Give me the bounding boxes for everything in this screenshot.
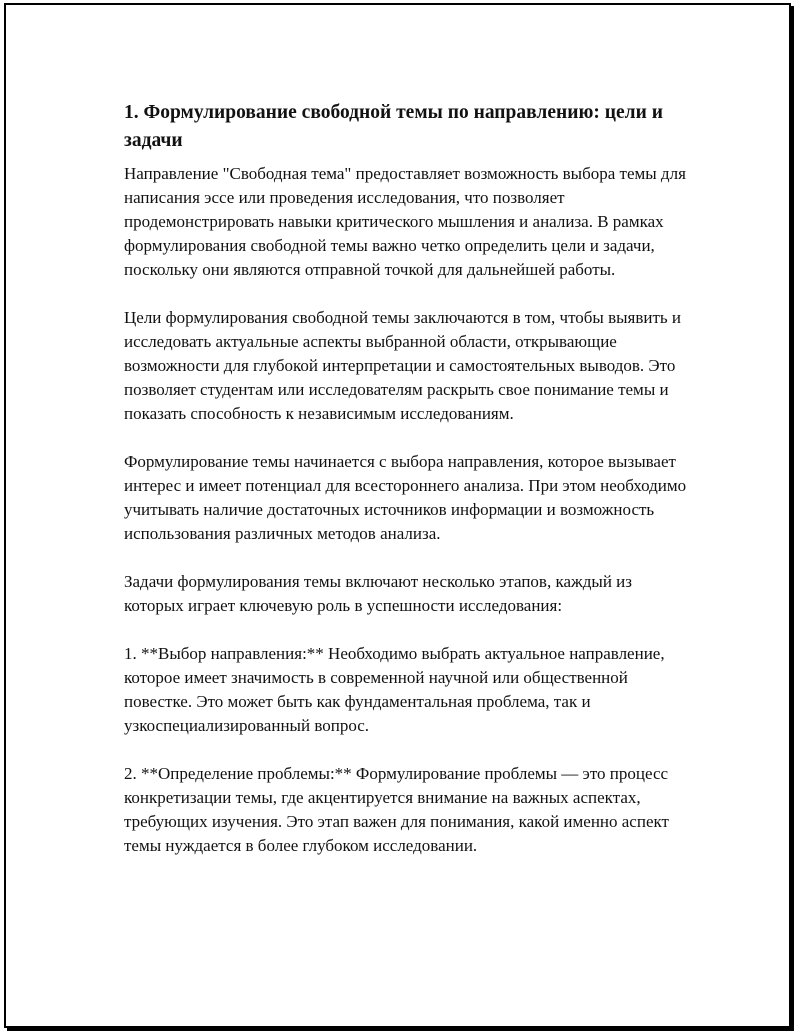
paragraph-intro: Направление "Свободная тема" предоставляет возможность выбора темы для написания эссе или проведения исследования, что позволяет продемонстрировать навыки критического мышления и анализа. В рамках формулирования свободной темы важно четко определить цели и задачи, поскольку они являются отправной точкой для дальнейшей работы. (124, 164, 686, 279)
document-page (4, 3, 791, 1028)
list-item-problem: 2. **Определение проблемы:** Формулирование проблемы — это процесс конкретизации темы, где акцентируется внимание на важных аспектах, требующих изучения. Это этап важен для понимания, какой именно аспект темы нуждается в более глубоком исследовании. (124, 764, 669, 855)
document-body (124, 99, 694, 882)
paragraph-tasks-intro: Задачи формулирования темы включают несколько этапов, каждый из которых играет ключевую роль в успешности исследования: (124, 572, 632, 615)
paragraph-topic-start: Формулирование темы начинается с выбора направления, которое вызывает интерес и имеет потенциал для всестороннего анализа. При этом необходимо учитывать наличие достаточных источников информации и возможность использования различных методов анализа. (124, 452, 687, 543)
list-item-direction: 1. **Выбор направления:** Необходимо выбрать актуальное направление, которое имеет значимость в современной научной или общественной повестке. Это может быть как фундаментальная проблема, так и узкоспециализированный вопрос. (124, 644, 665, 735)
section-heading: 1. Формулирование свободной темы по направлению: цели и задачи (124, 102, 663, 151)
paragraph-goals: Цели формулирования свободной темы заключаются в том, чтобы выявить и исследовать актуальные аспекты выбранной области, открывающие возможности для глубокой интерпретации и самостоятельных выводов. Это позволяет студентам или исследователям раскрыть свое понимание темы и показать способность к независимым исследованиям. (124, 308, 682, 423)
